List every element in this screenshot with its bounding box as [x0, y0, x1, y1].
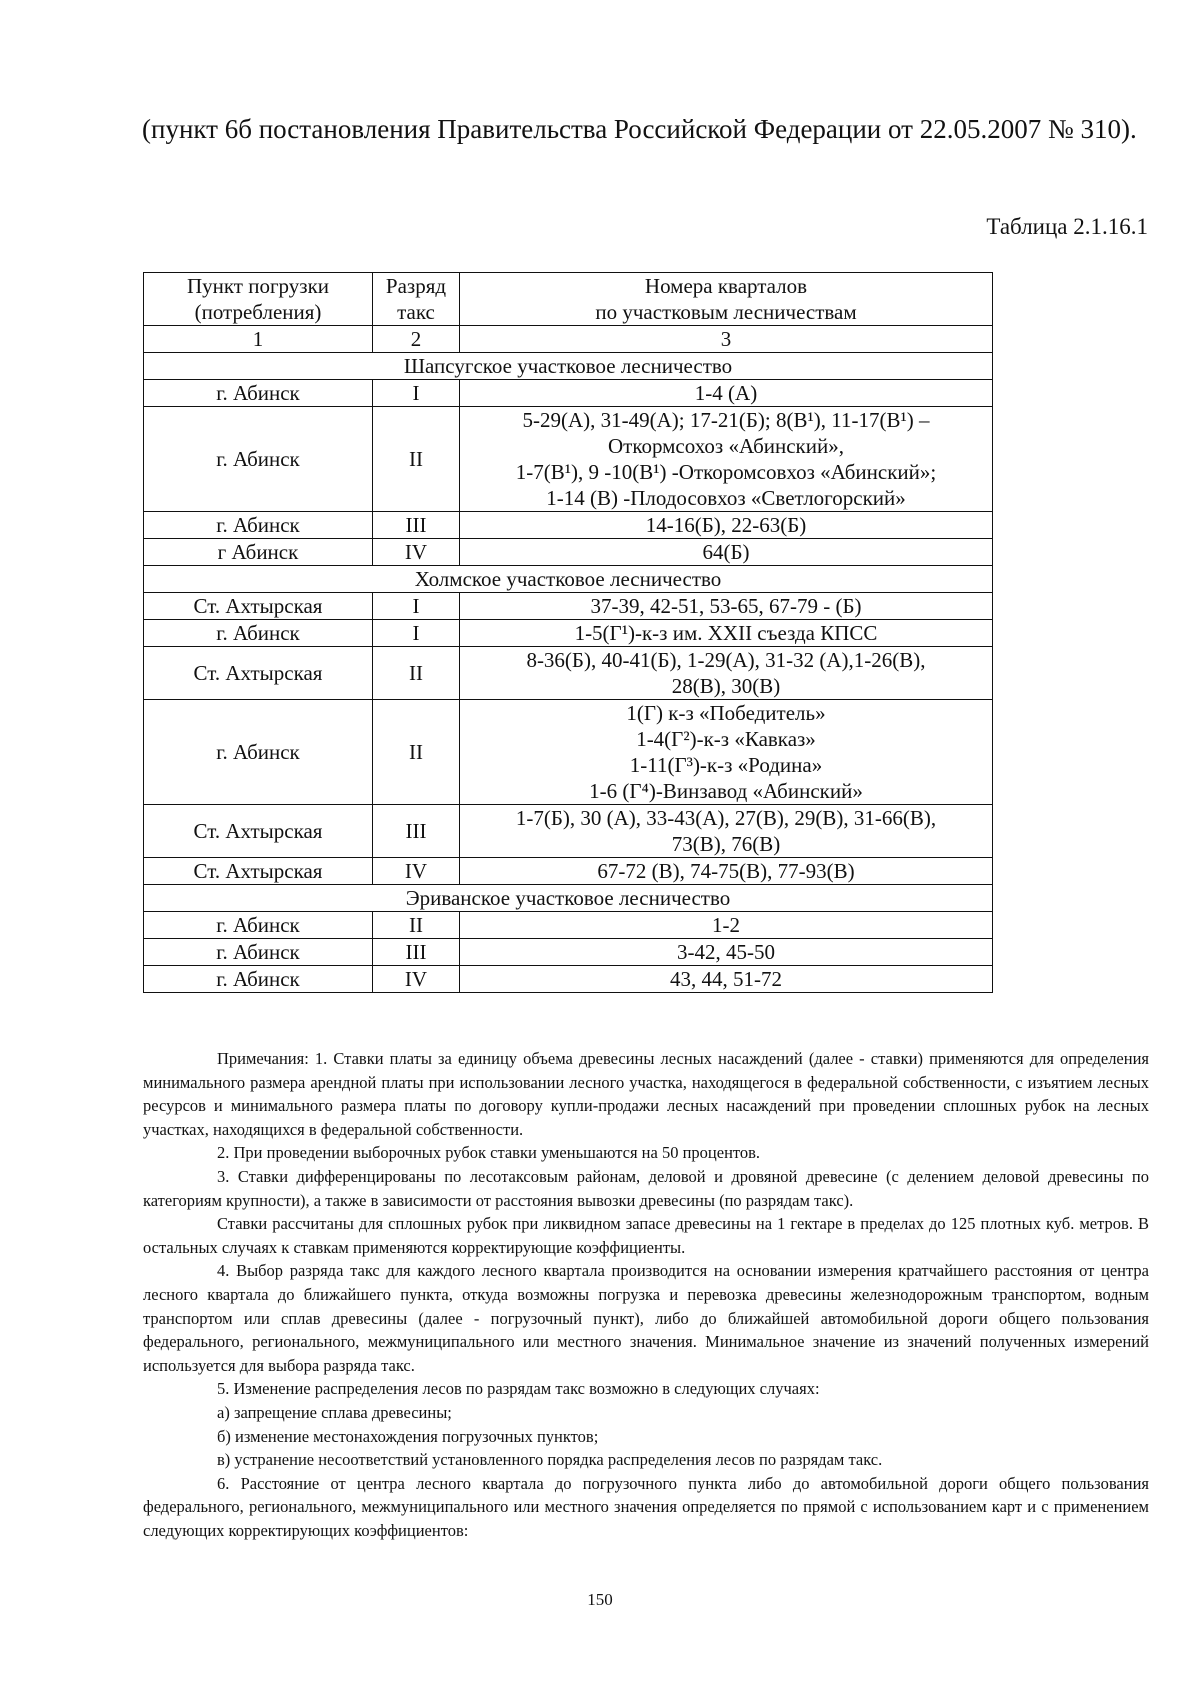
header-quarters-line: по участковым лесничествам [595, 300, 857, 324]
loading-point-cell: г. Абинск [144, 380, 373, 407]
quarters-cell [460, 939, 993, 966]
table-row [144, 512, 993, 539]
loading-point-cell: Ст. Ахтырская [144, 647, 373, 700]
quarters-line: 28(В), 30(В) [671, 674, 781, 698]
section-title: Шапсугское участковое лесничество [144, 353, 993, 380]
column-number: 3 [460, 326, 993, 353]
quarters-cell [460, 647, 993, 700]
quarters-cell [460, 539, 993, 566]
notes-block [143, 1047, 1149, 1542]
tax-rank-cell: IV [373, 966, 460, 993]
tax-rank-cell: IV [373, 539, 460, 566]
header-rank-line: Разряд [385, 274, 447, 298]
table-row [144, 912, 993, 939]
header-quarters-line: Номера кварталов [644, 274, 808, 298]
loading-point-cell: г. Абинск [144, 512, 373, 539]
note-paragraph: Примечания: 1. Ставки платы за единицу объема древесины лесных насаждений (далее - ставки) применяются для определения минимального размера арендной платы при использовании лесного участка, находящегося в федеральной собственности, с изъятием лесных ресурсов и минимального размера платы по договору купли-продажи лесных насаждений при проведении сплошных рубок на лесных участках, находящихся в федеральной собственности. [143, 1049, 1149, 1139]
header-point-line: Пункт погрузки [186, 274, 330, 298]
note-paragraph: Ставки рассчитаны для сплошных рубок при ликвидном запасе древесины на 1 гектаре в пределах до 125 плотных куб. метров. В остальных случаях к ставкам применяются корректирующие коэффициенты. [143, 1214, 1149, 1257]
quarters-cell [460, 407, 993, 512]
section-title: Холмское участковое лесничество [144, 566, 993, 593]
header-row [144, 273, 993, 326]
table-row [144, 805, 993, 858]
table-row [144, 647, 993, 700]
column-number-row [144, 326, 993, 353]
quarters-line: 43, 44, 51-72 [670, 967, 782, 991]
quarters-line: 1-14 (В) -Плодосовхоз «Светлогорский» [546, 486, 906, 510]
note-paragraph: а) запрещение сплава древесины; [217, 1402, 452, 1422]
quarters-line: 1(Г) к-з «Победитель» [626, 701, 826, 725]
quarters-cell [460, 966, 993, 993]
table-row [144, 858, 993, 885]
quarters-cell [460, 593, 993, 620]
tax-rank-cell: IV [373, 858, 460, 885]
quarters-cell [460, 805, 993, 858]
tax-rank-cell: III [373, 805, 460, 858]
quarters-line: 3-42, 45-50 [677, 940, 775, 964]
quarters-line: Откормсохоз «Абинский», [607, 434, 844, 458]
header-quarters [460, 273, 993, 326]
quarters-line: 1-7(Б), 30 (А), 33-43(А), 27(В), 29(В), 31-66(В), [515, 806, 937, 830]
loading-point-cell: Ст. Ахтырская [144, 805, 373, 858]
tax-rank-cell: I [373, 380, 460, 407]
quarters-line: 1-5(Г¹)-к-з им. XXII съезда КПСС [574, 621, 878, 645]
quarters-line: 8-36(Б), 40-41(Б), 1-29(А), 31-32 (А),1-26(В), [526, 648, 926, 672]
quarters-line: 1-4 (А) [694, 381, 758, 405]
note-paragraph: в) устранение несоответствий установленного порядка распределения лесов по разрядам такс. [217, 1450, 883, 1470]
note-paragraph: 4. Выбор разряда такс для каждого лесного квартала производится на основании измерения кратчайшего расстояния от центра лесного квартала до ближайшего пункта, откуда возможны погрузка и перевозка древесины железнодорожным транспортом, водным транспортом или сплав древесины (далее - погрузочный пункт), либо до ближайшей автомобильной дороги общего пользования федерального, регионального, межмуниципального или местного значения. Минимальное значение из значений полученных измерений используется для выбора разряда такс. [143, 1261, 1149, 1375]
note-paragraph: 5. Изменение распределения лесов по разрядам такс возможно в следующих случаях: [217, 1379, 820, 1399]
quarters-line: 1-2 [712, 913, 740, 937]
loading-point-cell: г. Абинск [144, 407, 373, 512]
quarters-cell [460, 380, 993, 407]
quarters-line: 1-11(Г³)-к-з «Родина» [629, 753, 823, 777]
quarters-line: 5-29(А), 31-49(А); 17-21(Б); 8(В¹), 11-17(В¹) – [522, 408, 930, 432]
header-rank-line: такс [397, 300, 435, 324]
tax-rank-cell: I [373, 620, 460, 647]
quarters-line: 73(В), 76(В) [671, 832, 781, 856]
note-paragraph: 2. При проведении выборочных рубок ставки уменьшаются на 50 процентов. [217, 1143, 761, 1163]
loading-point-cell: г Абинск [144, 539, 373, 566]
table-row [144, 966, 993, 993]
quarters-line: 67-72 (В), 74-75(В), 77-93(В) [597, 859, 855, 883]
table-row [144, 700, 993, 805]
quarters-cell [460, 912, 993, 939]
table-row [144, 407, 993, 512]
quarters-line: 1-6 (Г⁴)-Винзавод «Абинский» [589, 779, 863, 803]
header-point-line: (потребления) [194, 300, 322, 324]
note-paragraph: б) изменение местонахождения погрузочных пунктов; [217, 1426, 599, 1446]
quarters-line: 14-16(Б), 22-63(Б) [645, 513, 807, 537]
table-row [144, 539, 993, 566]
column-number: 1 [144, 326, 373, 353]
tax-rank-cell: II [373, 407, 460, 512]
table-caption: Таблица 2.1.16.1 [986, 214, 1148, 239]
quarters-cell [460, 858, 993, 885]
loading-point-cell: г. Абинск [144, 620, 373, 647]
loading-point-cell: Ст. Ахтырская [144, 593, 373, 620]
section-title: Эриванское участковое лесничество [144, 885, 993, 912]
tax-rank-cell: III [373, 939, 460, 966]
loading-point-cell: г. Абинск [144, 966, 373, 993]
header-point [144, 273, 373, 326]
section-row [144, 885, 993, 912]
loading-point-cell: г. Абинск [144, 939, 373, 966]
quarters-line: 1-4(Г²)-к-з «Кавказ» [636, 727, 816, 751]
table-row [144, 380, 993, 407]
tax-rank-cell: II [373, 912, 460, 939]
section-row [144, 353, 993, 380]
quarters-cell [460, 620, 993, 647]
tax-rank-cell: II [373, 647, 460, 700]
tax-rank-cell: I [373, 593, 460, 620]
loading-point-cell: г. Абинск [144, 700, 373, 805]
quarters-line: 37-39, 42-51, 53-65, 67-79 - (Б) [590, 594, 862, 618]
loading-point-cell: Ст. Ахтырская [144, 858, 373, 885]
column-number: 2 [373, 326, 460, 353]
quarters-line: 64(Б) [702, 540, 750, 564]
tax-rank-cell: III [373, 512, 460, 539]
loading-point-cell: г. Абинск [144, 912, 373, 939]
table-body [144, 273, 993, 993]
note-paragraph: 3. Ставки дифференцированы по лесотаксовым районам, деловой и дровяной древесине (с делением деловой древесины по категориям крупности), а также в зависимости от расстояния вывозки древесины (по разрядам такс). [143, 1166, 1149, 1210]
note-paragraph: 6. Расстояние от центра лесного квартала до погрузочного пункта либо до автомобильной дороги общего пользования федерального, регионального, межмуниципального или местного значения определяется по прямой с использованием карт и с применением следующих корректирующих коэффициентов: [143, 1473, 1149, 1540]
header-rank [373, 273, 460, 326]
quarters-table [143, 272, 993, 993]
page-number: 150 [587, 1590, 613, 1609]
intro-paragraph: (пункт 6б постановления Правительства Российской Федерации от 22.05.2007 № 310). [142, 114, 1137, 144]
table-row [144, 593, 993, 620]
tax-rank-cell: II [373, 700, 460, 805]
table-row [144, 939, 993, 966]
quarters-cell [460, 700, 993, 805]
quarters-cell [460, 512, 993, 539]
table-row [144, 620, 993, 647]
section-row [144, 566, 993, 593]
quarters-line: 1-7(В¹), 9 -10(В¹) -Откоромсовхоз «Абинский»; [515, 460, 937, 484]
